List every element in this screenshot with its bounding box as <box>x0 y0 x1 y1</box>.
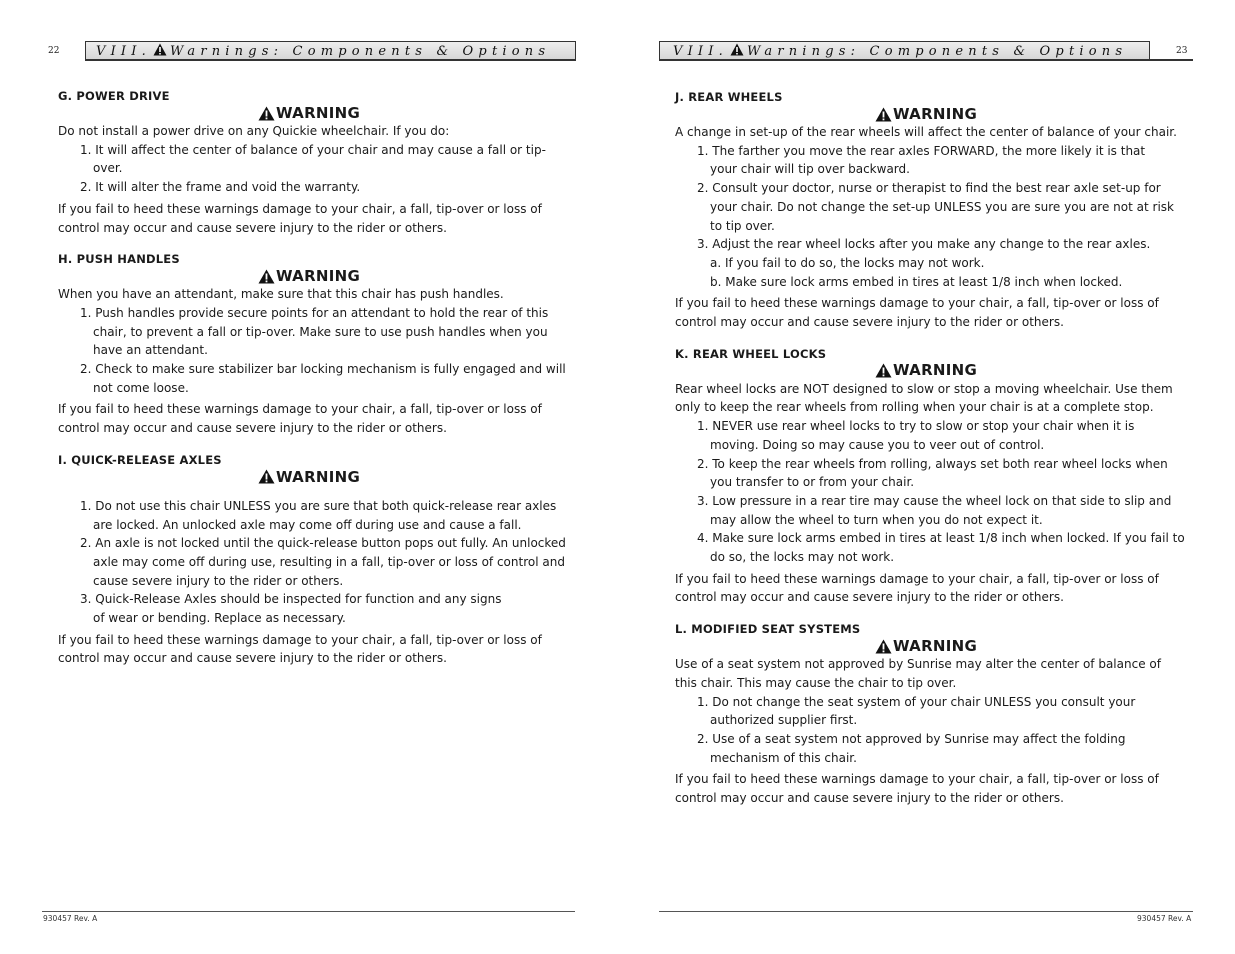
footer-rule <box>42 911 575 912</box>
warning-label <box>258 104 568 122</box>
header-subtitle: Warnings: Components & Options <box>169 44 551 59</box>
section-closing: If you fail to heed these warnings damage to your chair, a fall, tip-over or loss of control may occur and cause severe injury to the rider or others. <box>58 632 542 666</box>
left-content <box>58 88 568 668</box>
header-title <box>673 43 1127 59</box>
warning-triangle-icon <box>258 269 275 284</box>
warning-label <box>258 468 568 486</box>
section-intro: Use of a seat system not approved by Sunrise may alter the center of balance of this chair. This may cause the chair to tip over. <box>675 657 1161 690</box>
section-heading: H. PUSH HANDLES <box>58 252 180 267</box>
list-item: 3. Low pressure in a rear tire may cause the wheel lock on that side to slip and may allow the wheel to turn when you do not expect it. <box>697 493 1172 527</box>
warning-triangle-icon <box>153 43 167 56</box>
section-power-drive <box>58 88 568 237</box>
page-number: 22 <box>48 46 60 56</box>
footer-revision: 930457 Rev. A <box>43 914 98 923</box>
sub-list-item: a. If you fail to do so, the locks may not work. <box>710 255 985 270</box>
section-closing: If you fail to heed these warnings damage to your chair, a fall, tip-over or loss of control may occur and cause severe injury to the rider or others. <box>675 571 1159 605</box>
section-push-handles <box>58 251 568 438</box>
list-item: 1. Push handles provide secure points for an attendant to hold the rear of this chair, to prevent a fall or tip-over. Make sure to use push handles when you have an attendant. <box>80 305 549 358</box>
left-page <box>0 0 617 954</box>
section-intro: Rear wheel locks are NOT designed to slow or stop a moving wheelchair. Use them only to keep the rear wheels from rolling when your chair is at a complete stop. <box>675 381 1173 415</box>
section-rear-wheels <box>675 89 1185 332</box>
warning-text: WARNING <box>276 266 361 285</box>
header-section-number: VIII. <box>673 44 728 59</box>
header-subtitle: Warnings: Components & Options <box>746 44 1128 59</box>
section-modified-seat-systems <box>675 621 1185 808</box>
page-number: 23 <box>1176 46 1188 56</box>
warning-label <box>258 267 568 285</box>
warning-text: WARNING <box>893 104 978 123</box>
spacer <box>58 237 568 251</box>
list-item: 2. An axle is not locked until the quick-release button pops out fully. An unlocked axle may come off during use, resulting in a fall, tip-over or loss of control and cause severe injury to the rider or others. <box>80 536 566 588</box>
section-intro: Do not install a power drive on any Quickie wheelchair. If you do: <box>58 124 450 138</box>
warning-triangle-icon <box>730 43 744 56</box>
warning-triangle-icon <box>875 363 892 378</box>
spacer <box>675 332 1185 346</box>
list-item: 4. Make sure lock arms embed in tires at least 1/8 inch when locked. If you fail to do so, the locks may not work. <box>697 531 1185 565</box>
header-title <box>96 43 550 59</box>
warning-text: WARNING <box>893 636 978 655</box>
section-closing: If you fail to heed these warnings damage to your chair, a fall, tip-over or loss of control may occur and cause severe injury to the rider or others. <box>675 772 1159 806</box>
list-item: 2. To keep the rear wheels from rolling, always set both rear wheel locks when you transfer to or from your chair. <box>697 456 1168 490</box>
section-intro: When you have an attendant, make sure that this chair has push handles. <box>58 287 504 302</box>
section-closing: If you fail to heed these warnings damage to your chair, a fall, tip-over or loss of control may occur and cause severe injury to the rider or others. <box>58 402 542 436</box>
section-quick-release-axles <box>58 452 568 668</box>
list-item: 1. NEVER use rear wheel locks to try to slow or stop your chair when it is moving. Doing so may cause you to veer out of control. <box>697 419 1135 452</box>
warning-label <box>875 637 1185 655</box>
spacer <box>675 607 1185 621</box>
warning-text: WARNING <box>276 103 361 122</box>
section-heading: I. QUICK-RELEASE AXLES <box>58 452 222 467</box>
list-item: 3. Adjust the rear wheel locks after you make any change to the rear axles. <box>697 237 1151 252</box>
warning-text: WARNING <box>893 361 978 380</box>
spacer <box>58 438 568 452</box>
section-closing: If you fail to heed these warnings damage to your chair, a fall, tip-over or loss of control may occur and cause severe injury to the rider or others. <box>675 296 1159 330</box>
list-item: 1. Do not change the seat system of your chair UNLESS you consult your authorized supplier first. <box>697 694 1136 728</box>
warning-triangle-icon <box>258 106 275 121</box>
list-item: 2. It will alter the frame and void the warranty. <box>80 180 361 195</box>
section-closing: If you fail to heed these warnings damage to your chair, a fall, tip-over or loss of control may occur and cause severe injury to the rider or others. <box>58 201 542 235</box>
list-item: 1. Do not use this chair UNLESS you are sure that both quick-release rear axles are locked. An unlocked axle may come off during use and cause a fall. <box>80 498 557 532</box>
list-item: 2. Use of a seat system not approved by Sunrise may affect the folding mechanism of this chair. <box>697 731 1126 765</box>
right-content <box>675 89 1185 808</box>
list-item: 2. Check to make sure stabilizer bar locking mechanism is fully engaged and will not come loose. <box>80 362 566 395</box>
sub-list-item: b. Make sure lock arms embed in tires at least 1/8 inch when locked. <box>710 274 1123 289</box>
warning-text: WARNING <box>276 467 361 486</box>
list-item: 1. It will affect the center of balance of your chair and may cause a fall or tip-over. <box>80 142 546 176</box>
warning-label <box>875 105 1185 123</box>
footer-rule <box>659 911 1193 912</box>
footer-revision: 930457 Rev. A <box>1137 914 1192 923</box>
spacer <box>58 486 568 497</box>
list-item: 2. Consult your doctor, nurse or therapist to find the best rear axle set-up for your chair. Do not change the set-up UNLESS you are sure you are not at risk to tip over. <box>697 181 1174 233</box>
list-item: 1. The farther you move the rear axles FORWARD, the more likely it is that your chair will tip over backward. <box>697 143 1146 177</box>
right-page <box>617 0 1235 954</box>
warning-triangle-icon <box>875 639 892 654</box>
warning-triangle-icon <box>258 469 275 484</box>
header-section-number: VIII. <box>96 44 151 59</box>
warning-triangle-icon <box>875 107 892 122</box>
page-header <box>659 41 1193 63</box>
section-heading: G. POWER DRIVE <box>58 89 170 103</box>
header-rule-extension <box>1150 59 1193 61</box>
section-heading: K. REAR WHEEL LOCKS <box>675 346 827 361</box>
section-heading: L. MODIFIED SEAT SYSTEMS <box>675 622 861 637</box>
section-rear-wheel-locks <box>675 346 1185 607</box>
page-header <box>42 41 576 63</box>
section-heading: J. REAR WHEELS <box>675 90 783 104</box>
section-intro: A change in set-up of the rear wheels will affect the center of balance of your chair. <box>675 125 1177 139</box>
list-item: 3. Quick-Release Axles should be inspected for function and any signs of wear or bending. Replace as necessary. <box>80 592 502 626</box>
warning-label <box>875 362 1185 380</box>
